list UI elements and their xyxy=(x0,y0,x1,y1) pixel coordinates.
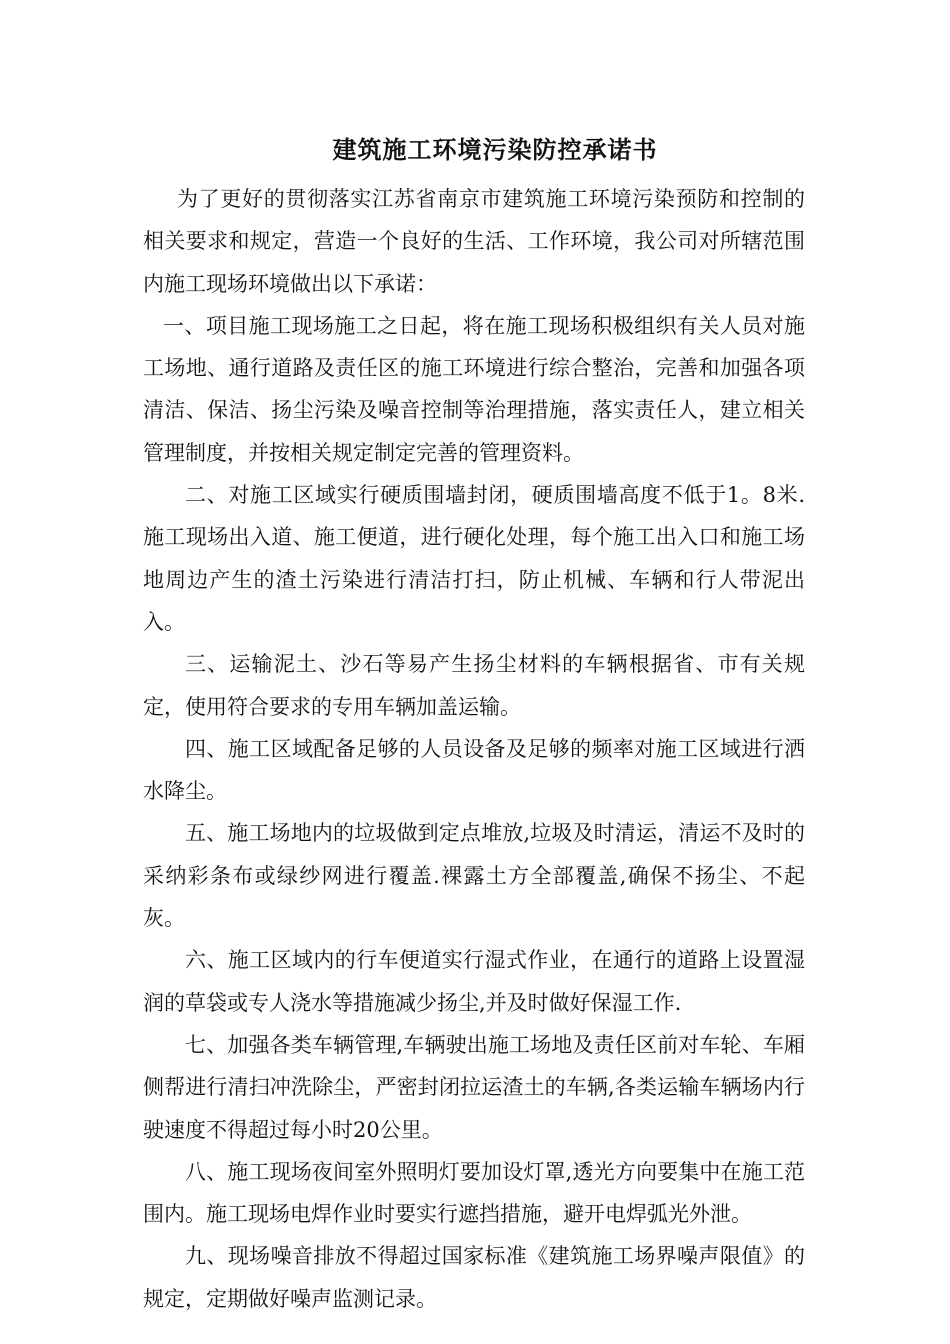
document-body xyxy=(143,178,805,1320)
commitment-item-8: 八、施工现场夜间室外照明灯要加设灯罩,透光方向要集中在施工范围内。施工现场电焊作业时要实行遮挡措施，避开电焊弧光外泄。 xyxy=(143,1159,805,1227)
commitment-item-7: 七、加强各类车辆管理,车辆驶出施工场地及责任区前对车轮、车厢侧帮进行清扫冲洗除尘，严密封闭拉运渣土的车辆,各类运输车辆场内行驶速度不得超过每小时20公里。 xyxy=(143,1032,805,1142)
commitment-item-3: 三、运输泥土、沙石等易产生扬尘材料的车辆根据省、市有关规定，使用符合要求的专用车辆加盖运输。 xyxy=(143,652,805,719)
commitment-item-2: 二、对施工区域实行硬质围墙封闭，硬质围墙高度不低于1。8米.施工现场出入道、施工便道，进行硬化处理，每个施工出入口和施工场地周边产生的渣土污染进行清洁打扫，防止机械、车辆和行人带泥出入。 xyxy=(143,483,805,634)
commitment-item-1: 一、项目施工现场施工之日起，将在施工现场积极组织有关人员对施工场地、通行道路及责任区的施工环境进行综合整治，完善和加强各项清洁、保洁、扬尘污染及噪音控制等治理措施，落实责任人，建立相关管理制度，并按相关规定制定完善的管理资料。 xyxy=(143,313,805,465)
commitment-item-5: 五、施工场地内的垃圾做到定点堆放,垃圾及时清运，清运不及时的采纳彩条布或绿纱网进行覆盖.裸露土方全部覆盖,确保不扬尘、不起灰。 xyxy=(143,821,805,931)
document-title: 建筑施工环境污染防控承诺书 xyxy=(332,135,658,164)
intro-paragraph: 为了更好的贯彻落实江苏省南京市建筑施工环境污染预防和控制的相关要求和规定，营造一个良好的生活、工作环境，我公司对所辖范围内施工现场环境做出以下承诺： xyxy=(143,187,805,296)
commitment-item-9: 九、现场噪音排放不得超过国家标准《建筑施工场界噪声限值》的规定，定期做好噪声监测记录。 xyxy=(143,1244,805,1311)
commitment-item-6: 六、施工区域内的行车便道实行湿式作业，在通行的道路上设置湿润的草袋或专人浇水等措施减少扬尘,并及时做好保湿工作. xyxy=(143,948,805,1015)
commitment-item-4: 四、施工区域配备足够的人员设备及足够的频率对施工区域进行洒水降尘。 xyxy=(143,736,805,804)
